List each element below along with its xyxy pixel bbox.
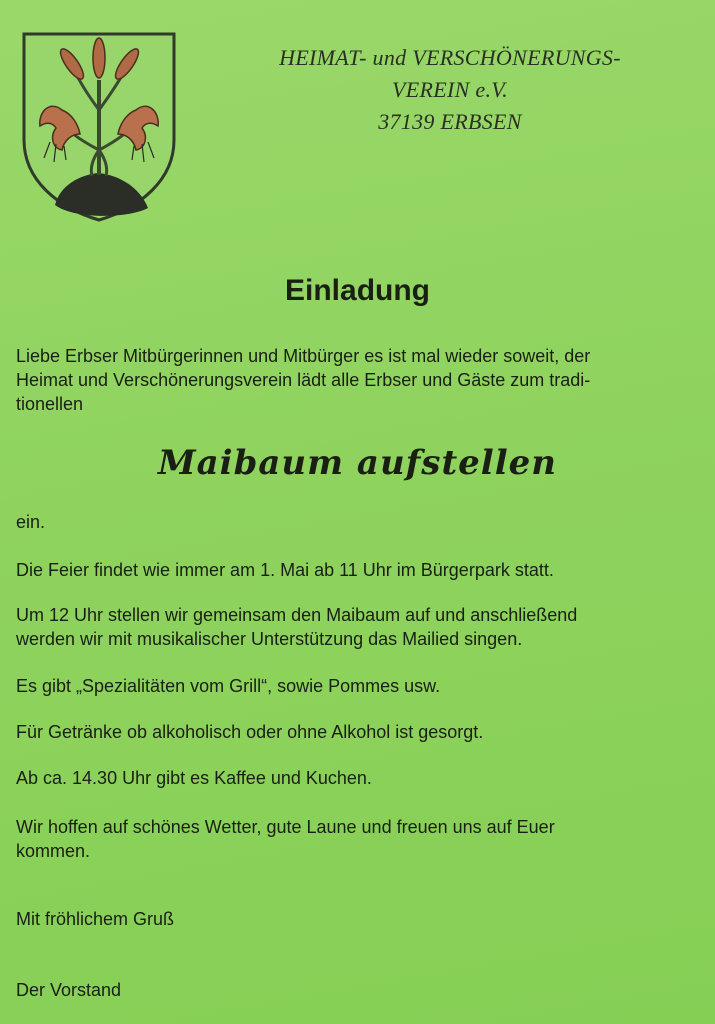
coat-of-arms-icon <box>20 30 178 222</box>
coffee-paragraph: Ab ca. 14.30 Uhr gibt es Kaffee und Kuchen. <box>16 768 372 788</box>
date-paragraph: Die Feier findet wie immer am 1. Mai ab 11 Uhr im Bürgerpark statt. <box>16 560 554 580</box>
event-name: Maibaum aufstellen <box>158 443 557 483</box>
noon-line-2: werden wir mit musikalischer Unterstützung das Mailied singen. <box>16 629 523 649</box>
wish-line-1: Wir hoffen auf schönes Wetter, gute Laune und freuen uns auf Euer <box>16 817 555 837</box>
wish-line-2: kommen. <box>16 841 91 861</box>
intro-line-1: Liebe Erbser Mitbürgerinnen und Mitbürger es ist mal wieder soweit, der <box>16 346 591 366</box>
greeting: Mit fröhlichem Gruß <box>16 909 175 929</box>
intro-line-3: tionellen <box>16 394 84 414</box>
ein-text: ein. <box>16 512 46 532</box>
wish-paragraph <box>16 815 696 863</box>
header-line-2: VEREIN e.V. <box>392 77 508 102</box>
header-line-3: 37139 ERBSEN <box>378 109 522 134</box>
noon-line-1: Um 12 Uhr stellen wir gemeinsam den Maibaum auf und anschließend <box>16 605 578 625</box>
food-paragraph: Es gibt „Spezialitäten vom Grill“, sowie Pommes usw. <box>16 676 441 696</box>
association-header <box>230 42 670 138</box>
intro-line-2: Heimat und Verschönerungsverein lädt alle Erbser und Gäste zum tradi- <box>16 370 591 390</box>
page-title: Einladung <box>285 274 430 307</box>
drinks-paragraph: Für Getränke ob alkoholisch oder ohne Alkohol ist gesorgt. <box>16 722 484 742</box>
signature: Der Vorstand <box>16 980 122 1000</box>
noon-paragraph <box>16 603 696 651</box>
intro-paragraph <box>16 344 696 416</box>
header-line-1: HEIMAT- und VERSCHÖNERUNGS- <box>279 45 621 70</box>
